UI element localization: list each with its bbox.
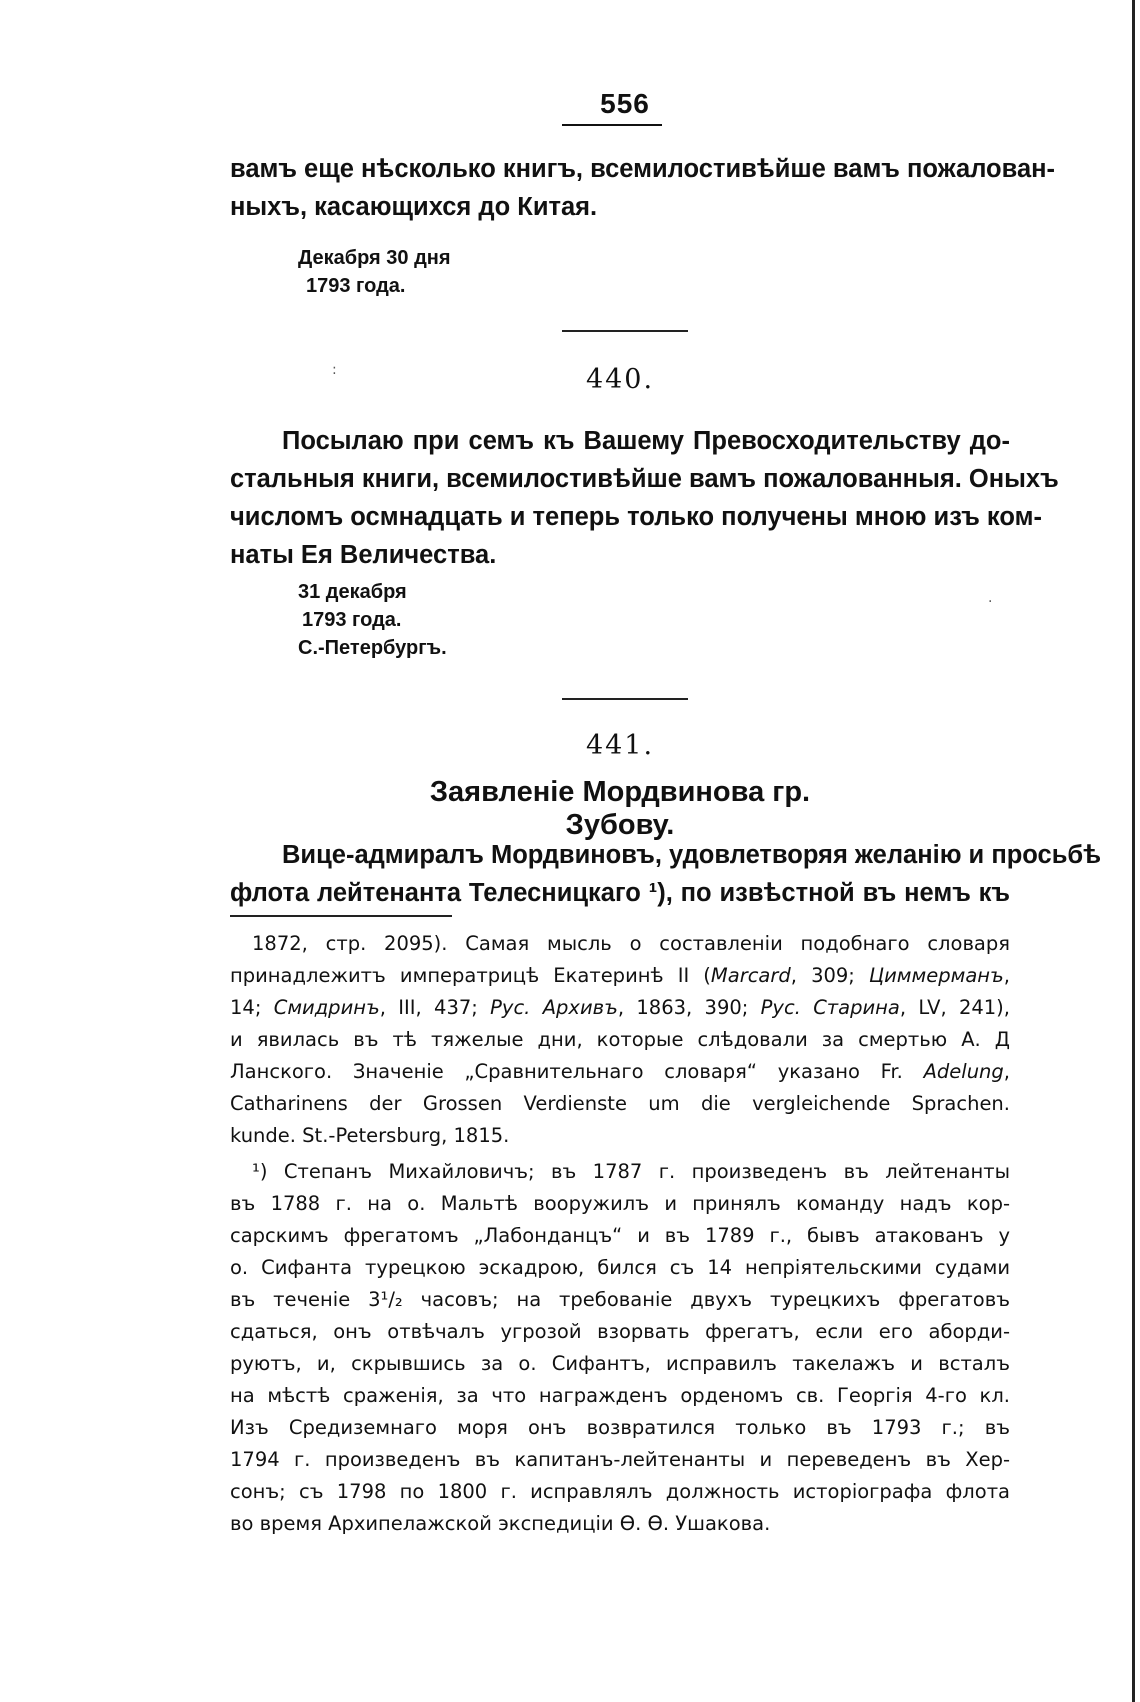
continuation-line-2: ныхъ, касающихся до Китая. [230, 193, 598, 221]
continuation-date-line-1: Декабря 30 дня [298, 247, 451, 269]
footnote-continued-line-2 [230, 960, 1010, 992]
section-441-paragraph [230, 836, 1102, 912]
footnote-1-line-6: сдаться, онъ отвѣчалъ угрозой взорвать фрегатъ, если его аборди- [230, 1320, 1010, 1343]
footnote-1-line-8: на мѣстѣ сраженія, за что награжденъ орденомъ св. Георгія 4-го кл. [230, 1384, 1010, 1407]
footnote-1-line-5: въ теченіе 3¹/₂ часовъ; на требованіе двухъ турецкихъ фрегатовъ [230, 1288, 1010, 1311]
fn-source-rus-starina: Рус. Старина [760, 996, 900, 1019]
footnote-1-line-2: въ 1788 г. на о. Мальтѣ вооружилъ и принялъ команду надъ кор- [230, 1192, 1010, 1215]
fn-text: , [1003, 964, 1010, 987]
fn-source-marcard: Marcard [710, 964, 791, 987]
section-440-date-line-1: 31 декабря [298, 581, 407, 603]
footnote-continued-line-6: Catharinens der Grossen Verdienste um die vergleichende Sprachen. [230, 1092, 1010, 1115]
section-440-date-line-2: 1793 года. [302, 609, 402, 631]
section-441-title: Заявленіе Мордвинова гр. Зубову. [429, 776, 811, 841]
footnote-1-line-9: Изъ Средиземнаго моря онъ возвратился только въ 1793 г.; въ [230, 1416, 1010, 1439]
continuation-line-1: вамъ еще нѣсколько книгъ, всемилостивѣйше вамъ пожалован- [230, 155, 1056, 183]
fn-text: , 309; [790, 964, 869, 987]
fn-source-smidrin: Смидринъ [273, 996, 380, 1019]
fn-text: принадлежитъ императрицѣ Екатеринѣ II ( [230, 964, 711, 987]
footnote-1-line-1: ¹) Степанъ Михайловичъ; въ 1787 г. произведенъ въ лейтенанты [252, 1160, 1010, 1183]
page-edge-line [1124, 0, 1140, 1702]
fn-source-zimmermann: Циммерманъ [869, 964, 1004, 987]
footnote-continued-line-3 [230, 992, 1010, 1024]
footnote-1 [230, 1156, 1010, 1540]
footnote-1-line-10: 1794 г. произведенъ въ капитанъ-лейтенанты и переведенъ въ Хер- [230, 1448, 1010, 1471]
section-440-paragraph [230, 422, 1059, 574]
fn-text: , LV, 241), [899, 996, 1010, 1019]
footnote-continued-line-7: kunde. St.-Petersburg, 1815. [230, 1124, 510, 1147]
section-440-line-4: наты Ея Величества. [230, 541, 497, 569]
section-440-date [298, 578, 447, 662]
fn-text: , III, 437; [379, 996, 491, 1019]
fn-text: 14; [230, 996, 274, 1019]
fn-text: Ланского. Значеніе „Сравнительнаго словаря“ указано Fr. [230, 1060, 924, 1083]
footnote-1-line-4: о. Сифанта турецкою эскадрою, бился съ 14 непріятельскими судами [230, 1256, 1010, 1279]
continuation-date [298, 244, 451, 300]
continuation-paragraph [230, 150, 1056, 226]
fn-source-adelung: Adelung [923, 1060, 1004, 1083]
footnote-continued-line-1: 1872, стр. 2095). Самая мысль о составленіи подобнаго словаря [252, 932, 1010, 955]
stray-mark-colon: : [332, 362, 337, 378]
fn-text: , 1863, 390; [617, 996, 761, 1019]
footnote-1-line-3: сарскимъ фрегатомъ „Лабонданцъ“ и въ 1789 г., бывъ атакованъ у [230, 1224, 1010, 1247]
fn-source-rus-arkhiv: Рус. Архивъ [490, 996, 618, 1019]
separator-2 [562, 698, 688, 700]
continuation-date-line-2: 1793 года. [306, 275, 406, 297]
footnote-1-line-11: сонъ; съ 1798 по 1800 г. исправлялъ должность исторіографа флота [230, 1480, 1010, 1503]
section-440-line-3: числомъ осмнадцать и теперь только получены мною изъ ком- [230, 503, 1042, 531]
footnote-1-line-12: во время Архипелажской экспедиціи Ѳ. Ѳ. Ушакова. [230, 1512, 771, 1535]
footnote-1-line-7: руютъ, и, скрывшись за о. Сифантъ, исправилъ такелажъ и всталъ [230, 1352, 1010, 1375]
section-number-440: 440. [585, 364, 655, 395]
footnote-continued [230, 928, 1010, 1152]
section-440-line-1: Посылаю при семъ къ Вашему Превосходительству до- [282, 427, 1010, 455]
section-440-line-2: стальныя книги, всемилостивѣйше вамъ пожалованныя. Оныхъ [230, 465, 1059, 493]
section-440-date-line-3: С.-Петербургъ. [298, 637, 447, 659]
fn-text: , [1003, 1060, 1010, 1083]
section-441-line-2: флота лейтенанта Телесницкаго ¹), по извѣстной въ немъ къ [230, 879, 1010, 907]
page-number-rule [562, 124, 662, 126]
section-number-441: 441. [585, 730, 655, 761]
section-441-line-1: Вице-адмиралъ Мордвиновъ, удовлетворяя желанію и просьбѣ [282, 841, 1102, 869]
separator-1 [562, 330, 688, 332]
page-number: 556 [600, 88, 650, 119]
footnote-rule [230, 915, 452, 917]
footnote-continued-line-5 [230, 1056, 1010, 1088]
stray-mark-dot: . [988, 590, 993, 606]
footnote-continued-line-4: и явилась въ тѣ тяжелые дни, которые слѣдовали за смертью А. Д [230, 1028, 1010, 1051]
